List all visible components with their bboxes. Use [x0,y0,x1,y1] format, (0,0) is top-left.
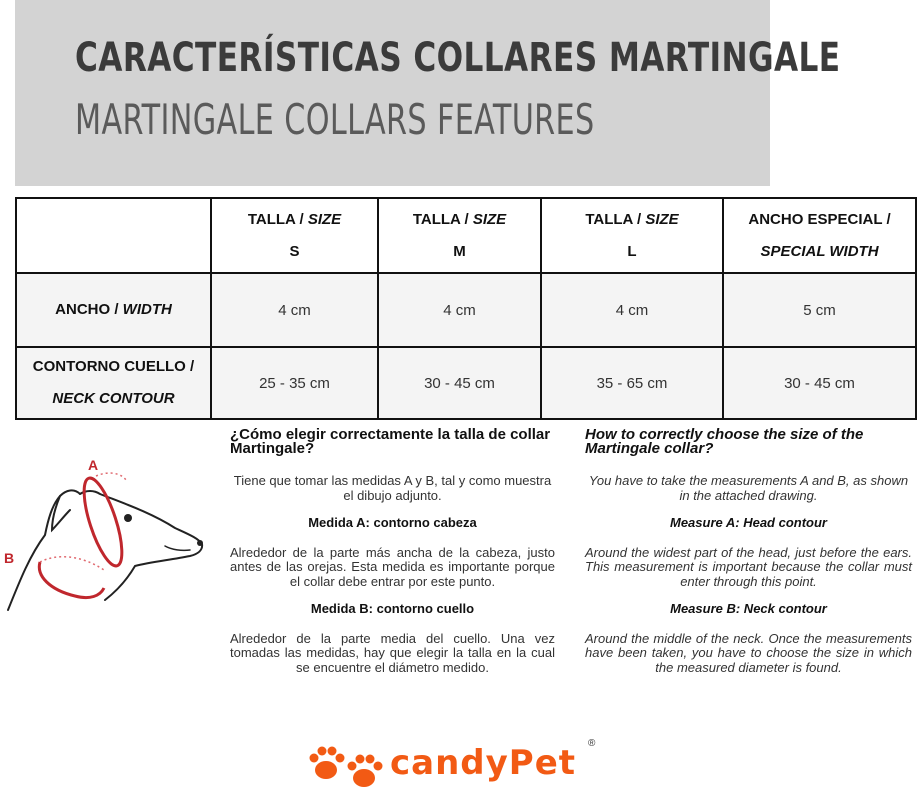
column-header-special-width: ANCHO ESPECIAL / SPECIAL WIDTH [723,198,916,273]
heading-spanish: ¿Cómo elegir correctamente la talla de collar Martingale? [230,426,551,457]
instructions-spanish [230,428,555,688]
measure-b-text-spanish: Alrededor de la parte media del cuello. Una vez tomadas las medidas, hay que elegir la talla en la cual se encuentre el diámetro medido. [230,630,555,675]
row-label-neck-contour: CONTORNO CUELLO / NECK CONTOUR [16,347,211,419]
header-banner [15,0,770,186]
label-measure-b: B [4,550,15,566]
label-measure-a: A [88,457,99,473]
measure-a-text-spanish: Alrededor de la parte más ancha de la cabeza, justo antes de las orejas. Esta medida es importante porque el collar debe entrar por este punto. [230,544,555,589]
table-corner-cell [16,198,211,273]
title-english: MARTINGALE COLLARS FEATURES [75,95,595,144]
dog-head-outline-icon [8,490,202,610]
registered-mark: ® [588,738,596,749]
measure-b-text-english: Around the middle of the neck. Once the measurements have been taken, you have to choose the size in which the measured diameter is found. [585,630,912,675]
dog-measurement-diagram [0,450,215,625]
intro-english: You have to take the measurements A and B, as shown in the attached drawing. [588,473,909,503]
column-header-size-l: TALLA / SIZE L [541,198,723,273]
column-header-size-s: TALLA / SIZE S [211,198,378,273]
candypet-logo: candyPet [390,743,577,783]
table-cell: 35 - 65 cm [541,347,723,419]
table-cell: 30 - 45 cm [723,347,916,419]
measure-b-title-spanish: Medida B: contorno cuello [310,601,475,616]
table-cell: 4 cm [541,273,723,347]
heading-english: How to correctly choose the size of the Martingale collar? [585,426,864,457]
size-table [15,197,917,420]
column-header-size-m: TALLA / SIZE M [378,198,541,273]
measure-a-title-english: Measure A: Head contour [670,515,827,530]
table-cell: 25 - 35 cm [211,347,378,419]
table-cell: 5 cm [723,273,916,347]
table-cell: 30 - 45 cm [378,347,541,419]
measure-a-title-spanish: Medida A: contorno cabeza [308,515,477,530]
measure-b-title-english: Measure B: Neck contour [670,601,827,616]
title-spanish: CARACTERÍSTICAS COLLARES MARTINGALE [75,35,841,81]
table-cell: 4 cm [378,273,541,347]
intro-spanish: Tiene que tomar las medidas A y B, tal y como muestra el dibujo adjunto. [233,473,552,503]
row-label-width: ANCHO / WIDTH [16,273,211,347]
measure-a-text-english: Around the widest part of the head, just before the ears. This measurement is important because the collar must enter through this point. [585,544,912,589]
table-cell: 4 cm [211,273,378,347]
instructions-english [585,428,912,688]
